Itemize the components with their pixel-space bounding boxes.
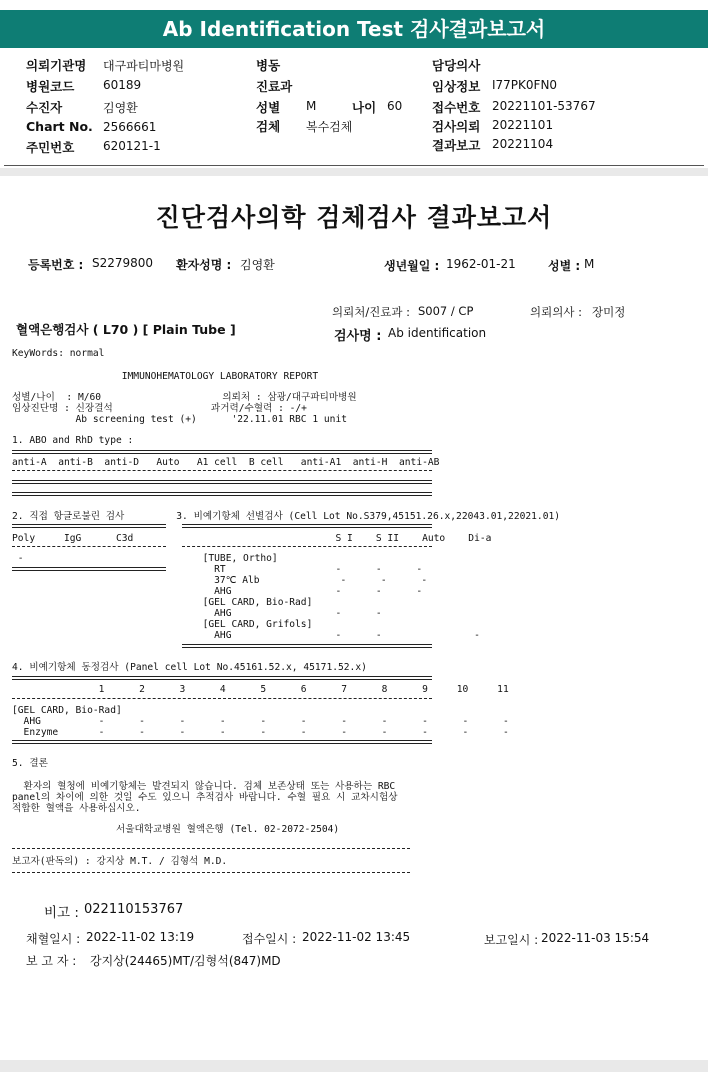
header-value: 20221101-53767 — [492, 99, 596, 113]
header-label: 성별 — [256, 100, 281, 115]
screen-line: [GEL CARD, Bio-Rad] — [12, 597, 313, 608]
abo-columns: anti-A anti-B anti-D Auto A1 cell B cell anti-A1 anti-H anti-AB — [12, 457, 440, 468]
header-label: 의뢰기관명 — [26, 58, 87, 73]
header-value: 대구파티마병원 — [103, 59, 185, 73]
age-label: 나이 — [352, 100, 377, 115]
section-heading: 4. 비예기항체 동정검사 (Panel cell Lot No.45161.52.x, 45171.52.x) — [12, 662, 367, 673]
double-rule — [12, 740, 432, 744]
doctor-value: 장미정 — [592, 305, 626, 319]
header-label: 임상정보 — [432, 79, 481, 94]
screen-line: AHG - - - — [12, 586, 423, 597]
double-rule — [182, 524, 432, 528]
double-rule — [12, 492, 432, 496]
age-value: 60 — [387, 99, 403, 113]
report-main-title: 진단검사의학 검체검사 결과보고서 — [155, 203, 553, 232]
dash-rule — [12, 698, 432, 699]
panel-columns: 1 2 3 4 5 6 7 8 9 10 11 — [12, 684, 509, 695]
double-rule — [12, 480, 432, 484]
header-label: 담당의사 — [432, 58, 481, 73]
double-rule — [182, 644, 432, 648]
screen-line: 37℃ Alb - - - — [12, 575, 428, 586]
screen-line: - [TUBE, Ortho] — [12, 553, 278, 564]
header-label: 진료과 — [256, 79, 293, 94]
info-line: Ab screening test (+) '22.11.01 RBC 1 unit — [12, 414, 348, 425]
reg-value: S2279800 — [92, 256, 154, 270]
test-name-label: 검사명 : — [334, 329, 382, 344]
note-label: 비고 : — [44, 905, 79, 921]
name-value: 김영환 — [240, 258, 275, 272]
conclusion-line: panel의 차이에 의한 것일 수도 있으니 추적검사 바랍니다. 수혈 필요 시 교차시험상 — [12, 792, 398, 803]
header-label: 병동 — [256, 58, 281, 73]
dash-rule — [12, 872, 410, 873]
dash-rule — [12, 470, 432, 471]
double-rule — [12, 524, 166, 528]
header-value: 복수검체 — [306, 120, 353, 134]
panel-line: Enzyme - - - - - - - - - - - — [12, 727, 509, 738]
conclusion-line: 환자의 혈청에 비예기항체는 발견되지 않습니다. 검체 보존상태 또는 사용하는 RBC — [12, 781, 396, 792]
reporter-value: 강지상(24465)MT/김형석(847)MD — [90, 954, 281, 968]
receive-value: 2022-11-02 13:45 — [302, 930, 411, 944]
reporter-line: 보고자(판독의) : 강지상 M.T. / 김형석 M.D. — [12, 856, 228, 867]
report-value: 2022-11-03 15:54 — [541, 931, 650, 945]
screen-line: RT - - - — [12, 564, 423, 575]
header-value: 20221101 — [492, 118, 554, 132]
panel-line: [GEL CARD, Bio-Rad] — [12, 705, 122, 716]
screen-line: [GEL CARD, Grifols] — [12, 619, 313, 630]
keywords-line: KeyWords: normal — [12, 348, 105, 359]
double-rule — [12, 676, 432, 680]
screen-line: AHG - - — [12, 608, 382, 619]
dash-rule — [12, 848, 410, 849]
reporter-label: 보 고 자 : — [26, 954, 77, 968]
header-label: 검사의뢰 — [432, 119, 481, 134]
section-heading: 1. ABO and RhD type : — [12, 435, 134, 446]
sex-label: 성별 : — [548, 259, 581, 273]
report-subtitle: IMMUNOHEMATOLOGY LABORATORY REPORT — [12, 371, 319, 382]
info-line: 임상진단명 : 신장결석 과거력/수혈력 : -/+ — [12, 403, 307, 414]
patient-header — [0, 52, 708, 164]
dash-rule — [12, 546, 166, 547]
info-line: 성별/나이 : M/60 의뢰처 : 삼광/대구파티마병원 — [12, 392, 357, 403]
name-label: 환자성명 : — [176, 258, 232, 272]
section-heading: 5. 결론 — [12, 758, 48, 769]
conclusion-line: 적합한 혈액을 사용하십시오. — [12, 803, 141, 814]
dept-value: S007 / CP — [418, 304, 474, 318]
collect-value: 2022-11-02 13:19 — [86, 930, 195, 944]
report-banner-title: Ab Identification Test 검사결과보고서 — [0, 10, 708, 48]
header-value: 2566661 — [103, 120, 157, 134]
header-value: I77PK0FN0 — [492, 78, 558, 92]
header-divider — [4, 165, 704, 166]
dat-columns: Poly IgG C3d S I S II Auto Di-a — [12, 533, 492, 544]
double-rule — [12, 450, 432, 454]
note-value: 022110153767 — [84, 902, 184, 917]
dob-label: 생년월일 : — [384, 259, 440, 273]
header-label: 수진자 — [26, 100, 63, 115]
panel-line: AHG - - - - - - - - - - - — [12, 716, 509, 727]
dash-rule — [182, 546, 432, 547]
reg-label: 등록번호 : — [28, 258, 84, 272]
header-label: 결과보고 — [432, 138, 481, 153]
header-value: 김영환 — [103, 101, 138, 115]
sex-value: M — [584, 257, 595, 271]
header-label: 검체 — [256, 119, 281, 134]
receive-label: 접수일시 : — [242, 932, 297, 946]
header-value: 620121-1 — [103, 139, 161, 153]
header-value: M — [306, 99, 317, 113]
doctor-label: 의뢰의사 : — [530, 305, 582, 319]
test-name-value: Ab identification — [388, 326, 487, 340]
header-value: 60189 — [103, 78, 142, 92]
screen-line: AHG - - - — [12, 630, 480, 641]
bottom-gap — [0, 1060, 708, 1072]
bank-contact: 서울대학교병원 혈액은행 (Tel. 02-2072-2504) — [12, 824, 340, 835]
header-label: 병원코드 — [26, 79, 75, 94]
header-value: 20221104 — [492, 137, 554, 151]
section-gap — [0, 168, 708, 176]
header-label: 접수번호 — [432, 100, 481, 115]
dept-label: 의뢰처/진료과 : — [332, 305, 411, 319]
collect-label: 채혈일시 : — [26, 932, 81, 946]
header-label: Chart No. — [26, 119, 93, 134]
header-label: 주민번호 — [26, 140, 75, 155]
dob-value: 1962-01-21 — [446, 257, 516, 271]
section-title: 혈액은행검사 ( L70 ) [ Plain Tube ] — [16, 322, 236, 337]
report-label: 보고일시 : — [484, 933, 539, 947]
section-heading: 2. 직접 항글로불린 검사 3. 비예기항체 선별검사 (Cell Lot No.S379,45151.26.x,22043.01,22021.01) — [12, 511, 561, 522]
